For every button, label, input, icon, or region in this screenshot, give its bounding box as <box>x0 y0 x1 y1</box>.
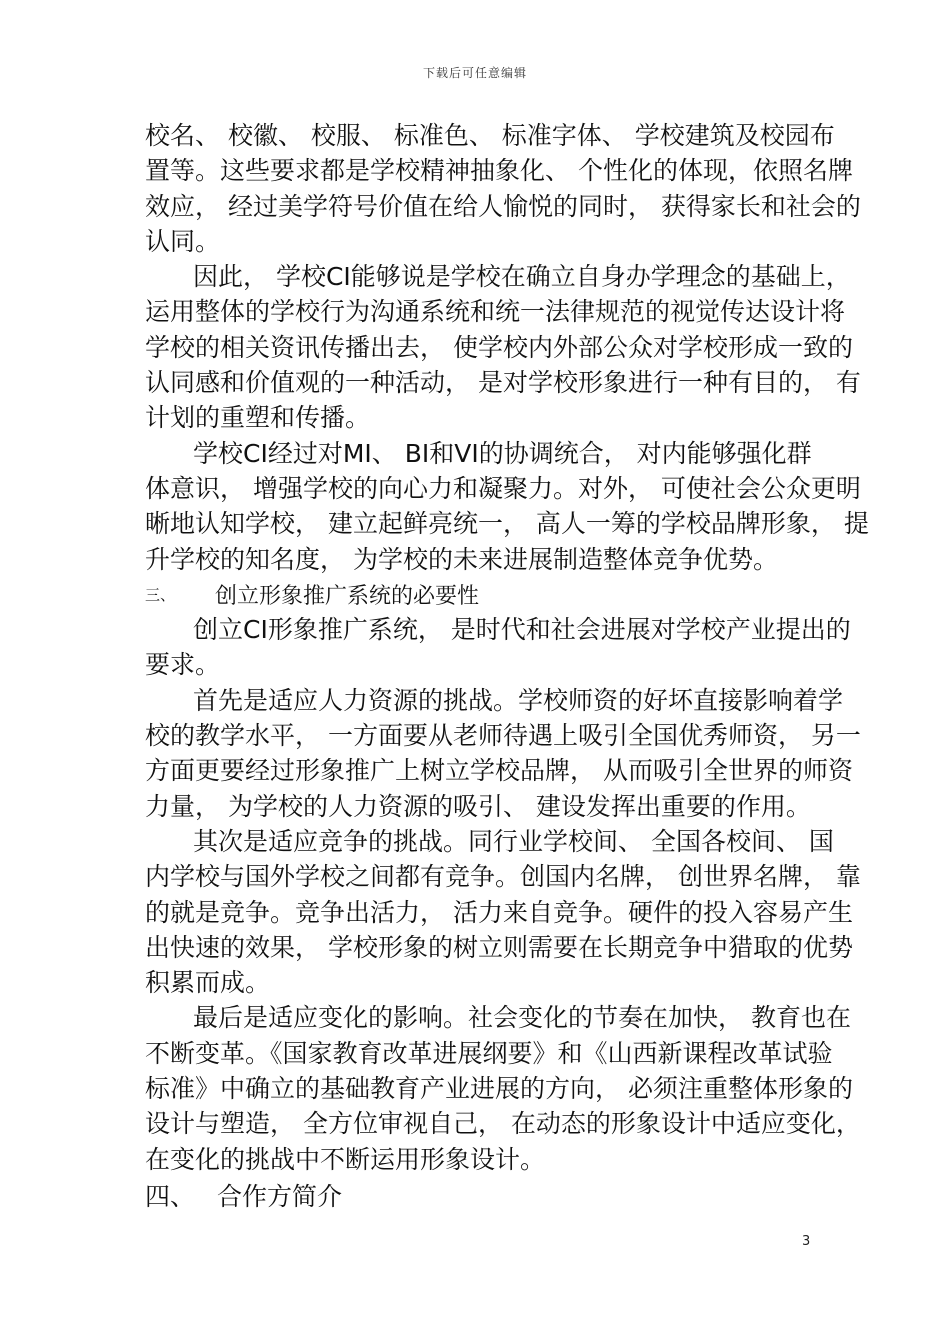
text-line: 认同感和价值观的一种活动， 是对学校形象进行一种有目的， 有 <box>145 368 861 398</box>
text-line: 标准》中确立的基础教育产业进展的方向， 必须注重整体形象的 <box>145 1074 853 1104</box>
text-line: 设计与塑造， 全方位审视自己， 在动态的形象设计中适应变化， <box>145 1109 861 1139</box>
paragraph <box>145 436 869 577</box>
text-line: 校的教学水平， 一方面要从老师待遇上吸引全国优秀师资， 另一 <box>145 721 861 751</box>
text-line: 创立CI形象推广系统， 是时代和社会进展对学校产业提出的 <box>193 615 851 645</box>
text-line: 计划的重塑和传播。 <box>145 403 371 433</box>
text-line: 学校的相关资讯传播出去， 使学校内外部公众对学校形成一致的 <box>145 332 853 362</box>
section-number: 三、 <box>145 586 176 604</box>
text-line: 体意识， 增强学校的向心力和凝聚力。对外， 可使社会公众更明 <box>145 473 861 503</box>
text-line: 因此， 学校CI能够说是学校在确立自身办学理念的基础上， <box>193 262 851 292</box>
text-line: 力量， 为学校的人力资源的吸引、 建设发挥出重要的作用。 <box>145 791 811 821</box>
section-number: 四、 <box>145 1181 196 1211</box>
text-line: 内学校与国外学校之间都有竞争。创国内名牌， 创世界名牌， 靠 <box>145 862 861 892</box>
text-line: 首先是适应人力资源的挑战。学校师资的好坏直接影响着学 <box>193 685 844 715</box>
paragraph <box>145 259 861 435</box>
text-line: 方面更要经过形象推广上树立学校品牌， 从而吸引全世界的师资 <box>145 756 853 786</box>
text-line: 积累而成。 <box>145 968 271 998</box>
text-line: 运用整体的学校行为沟通系统和统一法律规范的视觉传达设计将 <box>145 297 846 327</box>
text-line: 校名、 校徽、 校服、 标准色、 标准字体、 学校建筑及校园布 <box>145 121 835 150</box>
page-header: 下载后可任意编辑 <box>422 66 527 80</box>
text-line: 最后是适应变化的影响。社会变化的节奏在加快， 教育也在 <box>193 1003 851 1033</box>
paragraph <box>145 1000 861 1176</box>
page-number: 3 <box>802 1234 811 1249</box>
section-heading <box>145 1177 810 1217</box>
text-line: 置等。这些要求都是学校精神抽象化、 个性化的体现，依照名牌 <box>145 156 853 186</box>
paragraph <box>145 118 861 259</box>
section-title: 创立形象推广系统的必要性 <box>215 584 480 609</box>
text-line: 效应， 经过美学符号价值在给人愉悦的同时， 获得家长和社会的 <box>145 191 861 221</box>
text-line: 要求。 <box>145 650 221 680</box>
section-heading <box>145 577 810 612</box>
text-line: 晰地认知学校， 建立起鲜亮统一， 高人一筹的学校品牌形象， 提 <box>145 509 869 539</box>
text-line: 的就是竞争。竞争出活力， 活力来自竞争。硬件的投入容易产生 <box>145 897 853 927</box>
text-line: 不断变革。《国家教育改革进展纲要》和《山西新课程改革试验 <box>145 1038 833 1068</box>
document-body <box>145 118 869 1217</box>
text-line: 在变化的挑战中不断运用形象设计。 <box>145 1144 546 1174</box>
text-line: 出快速的效果， 学校形象的树立则需要在长期竞争中猎取的优势 <box>145 932 853 962</box>
section-title: 合作方简介 <box>216 1181 342 1211</box>
text-line: 认同。 <box>145 226 221 256</box>
text-line: 其次是适应竞争的挑战。同行业学校间、 全国各校间、 国 <box>193 826 834 856</box>
text-line: 学校CI经过对MI、 BI和VI的协调统合， 对内能够强化群 <box>193 438 812 468</box>
paragraph <box>145 683 861 824</box>
paragraph <box>145 612 851 683</box>
text-line: 升学校的知名度， 为学校的未来进展制造整体竞争优势。 <box>145 544 778 574</box>
paragraph <box>145 824 861 1000</box>
